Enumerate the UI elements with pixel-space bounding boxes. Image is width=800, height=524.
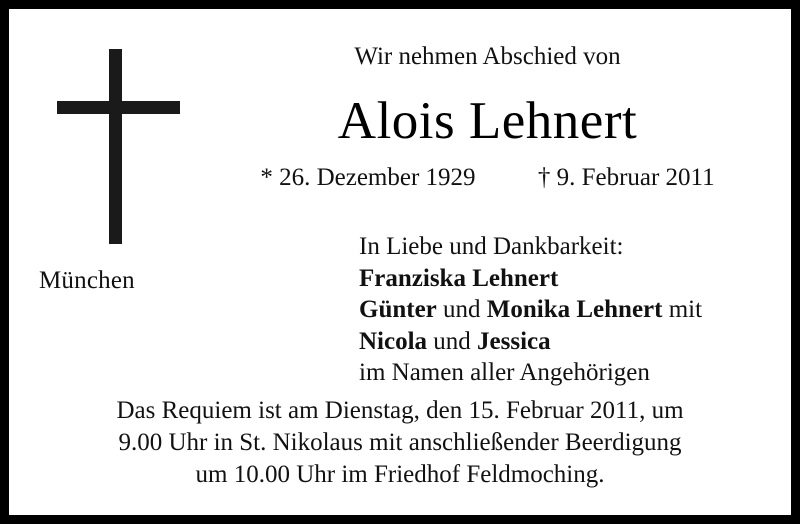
- family-name-nicola: Nicola: [359, 327, 428, 355]
- family-line-3: [359, 326, 702, 358]
- death-date: † 9. Februar 2011: [537, 164, 715, 191]
- family-name-monika: Monika Lehnert: [486, 296, 663, 323]
- family-line-2: [359, 294, 702, 326]
- city-label: München: [39, 267, 135, 294]
- service-details: [31, 395, 769, 491]
- family-intro: In Liebe und Dankbarkeit:: [359, 233, 624, 260]
- family-conj-1: und: [436, 296, 487, 323]
- cross-vertical-bar: [109, 49, 122, 244]
- family-block: [359, 231, 702, 389]
- family-line-4: im Namen aller Angehörigen: [359, 359, 650, 386]
- family-line-1: [359, 263, 702, 295]
- life-dates: [204, 164, 771, 192]
- family-conj-2: und: [427, 327, 478, 355]
- service-line-2: 9.00 Uhr in St. Nikolaus mit anschließender Beerdigung: [118, 429, 682, 456]
- family-suffix-mit: mit: [662, 296, 703, 323]
- family-name-jessica: Jessica: [477, 327, 551, 355]
- notice-inner: [9, 9, 791, 515]
- service-line-3: um 10.00 Uhr im Friedhof Feldmoching.: [195, 461, 605, 488]
- cross-icon: [57, 49, 187, 244]
- birth-date: * 26. Dezember 1929: [260, 164, 476, 191]
- service-line-1: Das Requiem ist am Dienstag, den 15. Februar 2011, um: [116, 397, 684, 424]
- family-name-franziska: Franziska Lehnert: [359, 264, 559, 292]
- deceased-name: Alois Lehnert: [337, 92, 638, 150]
- headline-text: Wir nehmen Abschied von: [354, 43, 621, 70]
- cross-horizontal-bar: [57, 101, 180, 114]
- family-name-guenter: Günter: [359, 296, 437, 323]
